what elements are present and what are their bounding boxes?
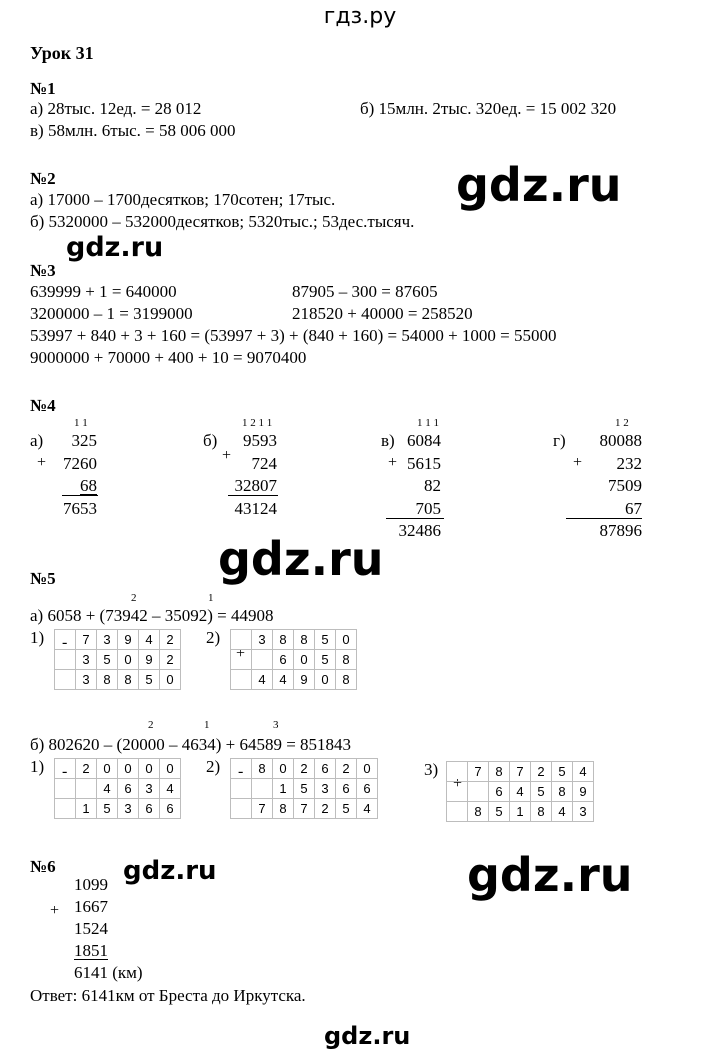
grid-digit-cell: 6 (118, 779, 139, 799)
grid-digit-cell (252, 779, 273, 799)
grid-digit-cell: 5 (294, 779, 315, 799)
grid-digit-cell: 4 (139, 630, 160, 650)
grid-digit-cell: 7 (510, 762, 531, 782)
task-5b-step-1-sign: - (62, 763, 68, 780)
grid-digit-cell: 3 (573, 802, 594, 822)
watermark-2: gdz.ru (66, 232, 164, 263)
grid-row (55, 779, 181, 799)
grid-row (447, 762, 594, 782)
grid-digit-cell: 5 (489, 802, 510, 822)
grid-digit-cell: 5 (531, 782, 552, 802)
task-4b-plus: + (222, 447, 232, 464)
grid-row (231, 799, 378, 819)
task-4g-n4: 67 (625, 499, 642, 518)
grid-digit-cell: 5 (552, 762, 573, 782)
grid-digit-cell (76, 779, 97, 799)
task-5b-step-2-sign: - (238, 763, 244, 780)
task-5a-step-2-sign: + (236, 645, 246, 662)
grid-digit-cell: 2 (76, 759, 97, 779)
task-3-line-1b: 87905 – 300 = 87605 (292, 282, 438, 301)
grid-digit-cell: 3 (76, 650, 97, 670)
grid-digit-cell: 0 (273, 759, 294, 779)
task-4b-n3: 32807 (234, 476, 277, 495)
grid-digit-cell: 0 (315, 670, 336, 690)
task-3-title: №3 (30, 261, 56, 280)
grid-row (231, 759, 378, 779)
task-4a-plus: + (37, 454, 47, 471)
grid-row (55, 759, 181, 779)
task-2-b: б) 5320000 – 532000десятков; 5320тыс.; 53дес.тысяч. (30, 212, 415, 231)
grid-digit-cell: 0 (118, 759, 139, 779)
grid-digit-cell: 4 (552, 802, 573, 822)
grid-row (55, 630, 181, 650)
grid-digit-cell: 3 (97, 630, 118, 650)
grid-digit-cell: 6 (315, 759, 336, 779)
grid-digit-cell: 2 (160, 630, 181, 650)
grid-digit-cell: 3 (252, 630, 273, 650)
grid-digit-cell: 8 (468, 802, 489, 822)
grid-digit-cell: 5 (139, 670, 160, 690)
grid-digit-cell: 4 (97, 779, 118, 799)
task-5a-order-2: 2 (131, 592, 137, 604)
grid-sign-cell (55, 759, 76, 779)
task-6-sum: 6141 (км) (74, 963, 143, 982)
watermark-6: gdz.ru (324, 1022, 411, 1050)
grid-sign-cell (447, 782, 468, 802)
grid-digit-cell: 8 (273, 630, 294, 650)
watermark-4: gdz.ru (123, 856, 217, 886)
grid-digit-cell: 2 (294, 759, 315, 779)
grid-digit-cell: 8 (97, 670, 118, 690)
task-4v-plus: + (388, 454, 398, 471)
task-1-a: а) 28тыс. 12ед. = 28 012 (30, 99, 202, 118)
grid-digit-cell: 1 (76, 799, 97, 819)
grid-row (231, 630, 357, 650)
task-3-line-3: 53997 + 840 + 3 + 160 = (53997 + 3) + (840 + 160) = 54000 + 1000 = 55000 (30, 326, 557, 345)
task-5a-step-1-label: 1) (30, 628, 45, 647)
task-4a-n2: 7260 (63, 454, 97, 473)
task-4v-result: 32486 (398, 521, 441, 540)
grid-digit-cell: 4 (357, 799, 378, 819)
task-5a-step-1-sign: - (62, 634, 68, 651)
task-4a-n1: 325 (71, 431, 97, 450)
task-5a-expression: а) 6058 + (73942 – 35092) = 44908 (30, 606, 274, 625)
grid-row (447, 802, 594, 822)
grid-digit-cell: 4 (510, 782, 531, 802)
task-4b-n1: 9593 (243, 431, 277, 450)
task-4g-result: 87896 (599, 521, 642, 540)
grid-digit-cell: 0 (160, 670, 181, 690)
task-4a-result: 7653 (63, 499, 97, 518)
grid-digit-cell: 2 (336, 759, 357, 779)
grid-digit-cell: 5 (97, 650, 118, 670)
grid-digit-cell: 3 (139, 779, 160, 799)
watermark-5: gdz.ru (467, 848, 633, 902)
grid-digit-cell: 7 (468, 762, 489, 782)
task-4b-carry: 1 2 1 1 (242, 417, 273, 429)
grid-sign-cell (231, 650, 252, 670)
grid-digit-cell: 2 (531, 762, 552, 782)
task-4a-carry: 1 1 (74, 417, 88, 429)
grid-sign-cell (55, 799, 76, 819)
grid-digit-cell: 8 (552, 782, 573, 802)
watermark-3: gdz.ru (218, 532, 384, 586)
grid-digit-cell: 5 (336, 799, 357, 819)
task-5b-step-1-label: 1) (30, 757, 45, 776)
grid-row (447, 782, 594, 802)
task-4v-n2: 5615 (407, 454, 441, 473)
task-5b-step-3-sign: + (453, 775, 463, 792)
grid-digit-cell: 5 (315, 650, 336, 670)
task-5a-order-1: 1 (208, 592, 214, 604)
task-4v-n4: 705 (415, 499, 441, 518)
task-1-v: в) 58млн. 6тыс. = 58 006 000 (30, 121, 236, 140)
grid-digit-cell: 6 (336, 779, 357, 799)
grid-digit-cell: 0 (336, 630, 357, 650)
grid-sign-cell (447, 762, 468, 782)
task-5-title: №5 (30, 569, 56, 588)
task-2-a: а) 17000 – 1700десятков; 170сотен; 17тыс. (30, 190, 336, 209)
task-5b-step-3-label: 3) (424, 760, 439, 779)
grid-sign-cell (231, 799, 252, 819)
site-header: гдз.ру (323, 4, 397, 29)
grid-digit-cell: 0 (139, 759, 160, 779)
grid-sign-cell (231, 670, 252, 690)
grid-digit-cell: 2 (315, 799, 336, 819)
task-4a-label: а) (30, 431, 44, 450)
grid-digit-cell: 3 (118, 799, 139, 819)
task-4b-result: 43124 (234, 499, 277, 518)
task-4v-rule (386, 518, 444, 519)
grid-digit-cell: 8 (489, 762, 510, 782)
task-4v-carry: 1 1 1 (417, 417, 439, 429)
task-6-answer: Ответ: 6141км от Бреста до Иркутска. (30, 986, 306, 1005)
grid-digit-cell: 3 (315, 779, 336, 799)
task-4a-n3: 68 (80, 476, 97, 495)
task-5b-step-1-grid (54, 758, 181, 819)
task-2-title: №2 (30, 169, 56, 188)
task-1-title: №1 (30, 79, 56, 98)
grid-digit-cell: 4 (160, 779, 181, 799)
grid-digit-cell: 6 (357, 779, 378, 799)
task-3-line-2a: 3200000 – 1 = 3199000 (30, 304, 193, 323)
grid-digit-cell: 9 (139, 650, 160, 670)
task-5b-order-1: 1 (204, 719, 210, 731)
grid-row (55, 670, 181, 690)
grid-digit-cell: 3 (76, 670, 97, 690)
grid-sign-cell (55, 779, 76, 799)
grid-digit-cell: 0 (160, 759, 181, 779)
task-5a-step-2-grid (230, 629, 357, 690)
task-6-title: №6 (30, 857, 56, 876)
task-4g-label: г) (553, 431, 566, 450)
grid-sign-cell (55, 650, 76, 670)
lesson-title: Урок 31 (30, 43, 94, 63)
task-1-b: б) 15млн. 2тыс. 320ед. = 15 002 320 (360, 99, 617, 118)
watermark-1: gdz.ru (456, 158, 622, 212)
task-4b-n2: 724 (251, 454, 277, 473)
grid-sign-cell (55, 630, 76, 650)
task-6-n2: 1667 (74, 897, 108, 916)
task-4b-label: б) (203, 431, 218, 450)
grid-digit-cell: 1 (510, 802, 531, 822)
grid-digit-cell (252, 650, 273, 670)
grid-digit-cell: 7 (294, 799, 315, 819)
task-4b-rule (228, 495, 278, 496)
grid-row (231, 670, 357, 690)
task-3-line-2b: 218520 + 40000 = 258520 (292, 304, 473, 323)
task-3-line-1a: 639999 + 1 = 640000 (30, 282, 177, 301)
grid-sign-cell (231, 779, 252, 799)
grid-digit-cell: 8 (118, 670, 139, 690)
grid-digit-cell: 5 (97, 799, 118, 819)
grid-digit-cell: 5 (315, 630, 336, 650)
task-6-n4: 1851 (74, 941, 108, 960)
task-4g-n2: 232 (616, 454, 642, 473)
task-3-line-4: 9000000 + 70000 + 400 + 10 = 9070400 (30, 348, 307, 367)
grid-digit-cell: 9 (573, 782, 594, 802)
grid-sign-cell (55, 670, 76, 690)
grid-sign-cell (231, 759, 252, 779)
grid-digit-cell: 8 (336, 670, 357, 690)
task-5b-expression: б) 802620 – (20000 – 4634) + 64589 = 851843 (30, 735, 352, 754)
grid-digit-cell: 8 (252, 759, 273, 779)
task-4a-rule (62, 495, 98, 496)
task-5b-step-2-label: 2) (206, 757, 221, 776)
grid-row (231, 650, 357, 670)
task-5b-order-3: 3 (273, 719, 279, 731)
task-6-n1: 1099 (74, 875, 108, 894)
grid-digit-cell: 9 (118, 630, 139, 650)
grid-digit-cell: 8 (294, 630, 315, 650)
grid-row (55, 799, 181, 819)
grid-digit-cell: 1 (273, 779, 294, 799)
grid-digit-cell: 4 (573, 762, 594, 782)
task-4g-plus: + (573, 454, 583, 471)
grid-digit-cell: 8 (336, 650, 357, 670)
grid-digit-cell: 2 (160, 650, 181, 670)
grid-digit-cell: 0 (294, 650, 315, 670)
grid-digit-cell: 0 (97, 759, 118, 779)
grid-sign-cell (447, 802, 468, 822)
grid-digit-cell: 9 (294, 670, 315, 690)
grid-digit-cell (468, 782, 489, 802)
grid-digit-cell: 4 (252, 670, 273, 690)
grid-digit-cell: 0 (118, 650, 139, 670)
grid-digit-cell: 7 (252, 799, 273, 819)
grid-digit-cell: 7 (76, 630, 97, 650)
grid-digit-cell: 4 (273, 670, 294, 690)
grid-row (231, 779, 378, 799)
task-4g-carry: 1 2 (615, 417, 629, 429)
grid-digit-cell: 8 (273, 799, 294, 819)
grid-digit-cell: 6 (273, 650, 294, 670)
grid-digit-cell: 6 (139, 799, 160, 819)
task-4v-label: в) (381, 431, 395, 450)
task-4-title: №4 (30, 396, 56, 415)
grid-digit-cell: 0 (357, 759, 378, 779)
task-5a-step-2-label: 2) (206, 628, 221, 647)
task-4v-n3: 82 (424, 476, 441, 495)
task-4g-n3: 7509 (608, 476, 642, 495)
task-4g-n1: 80088 (599, 431, 642, 450)
task-5b-step-2-grid (230, 758, 378, 819)
task-4g-rule (566, 518, 642, 519)
grid-digit-cell: 6 (489, 782, 510, 802)
grid-digit-cell: 6 (160, 799, 181, 819)
grid-sign-cell (231, 630, 252, 650)
task-4v-n1: 6084 (407, 431, 441, 450)
task-5a-step-1-grid (54, 629, 181, 690)
grid-row (55, 650, 181, 670)
task-6-plus: + (50, 902, 60, 919)
task-6-n3: 1524 (74, 919, 108, 938)
task-5b-step-3-grid (446, 761, 594, 822)
task-5b-order-2: 2 (148, 719, 154, 731)
grid-digit-cell: 8 (531, 802, 552, 822)
